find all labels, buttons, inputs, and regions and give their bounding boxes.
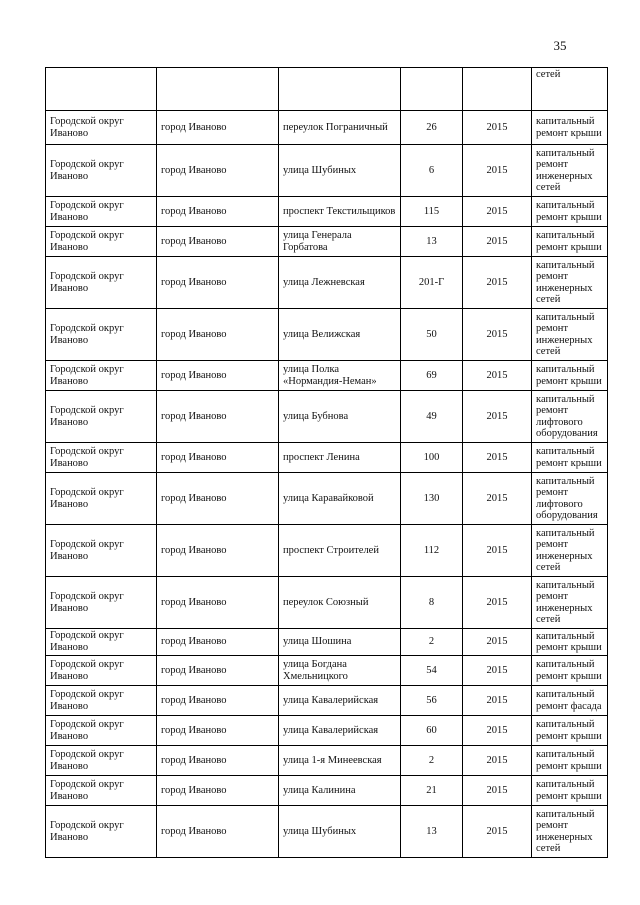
cell-year: 2015: [463, 577, 532, 629]
cell-year: [463, 68, 532, 111]
cell-house: 100: [401, 443, 463, 473]
cell-okrug: Городской округ Иваново: [46, 686, 157, 716]
cell-street: улица Генерала Горбатова: [279, 227, 401, 257]
cell-street: проспект Ленина: [279, 443, 401, 473]
cell-okrug: Городской округ Иваново: [46, 806, 157, 858]
cell-year: 2015: [463, 361, 532, 391]
cell-okrug: Городской округ Иваново: [46, 746, 157, 776]
cell-house: 201-Г: [401, 257, 463, 309]
cell-house: 112: [401, 525, 463, 577]
cell-work: сетей: [532, 68, 608, 111]
cell-street: улица Шошина: [279, 629, 401, 656]
cell-city: город Иваново: [157, 686, 279, 716]
cell-city: город Иваново: [157, 391, 279, 443]
cell-work: капитальный ремонт крыши: [532, 111, 608, 145]
cell-city: город Иваново: [157, 473, 279, 525]
cell-house: 54: [401, 656, 463, 686]
cell-house: 21: [401, 776, 463, 806]
cell-work: капитальный ремонт инженерных сетей: [532, 525, 608, 577]
cell-year: 2015: [463, 473, 532, 525]
cell-work: капитальный ремонт инженерных сетей: [532, 145, 608, 197]
cell-work: капитальный ремонт инженерных сетей: [532, 309, 608, 361]
cell-street: [279, 68, 401, 111]
table-row: [46, 629, 608, 656]
cell-city: город Иваново: [157, 443, 279, 473]
cell-street: улица Лежневская: [279, 257, 401, 309]
cell-okrug: Городской округ Иваново: [46, 145, 157, 197]
cell-okrug: Городской округ Иваново: [46, 309, 157, 361]
cell-city: город Иваново: [157, 776, 279, 806]
cell-year: 2015: [463, 257, 532, 309]
cell-work: капитальный ремонт крыши: [532, 716, 608, 746]
table-row: [46, 656, 608, 686]
cell-city: город Иваново: [157, 577, 279, 629]
table-row: [46, 473, 608, 525]
cell-house: 50: [401, 309, 463, 361]
table-row: [46, 577, 608, 629]
table-row: [46, 746, 608, 776]
cell-house: 115: [401, 197, 463, 227]
cell-okrug: Городской округ Иваново: [46, 443, 157, 473]
cell-street: улица Кавалерийская: [279, 686, 401, 716]
cell-city: город Иваново: [157, 656, 279, 686]
cell-house: 13: [401, 227, 463, 257]
cell-year: 2015: [463, 391, 532, 443]
cell-house: 8: [401, 577, 463, 629]
cell-okrug: Городской округ Иваново: [46, 227, 157, 257]
cell-okrug: Городской округ Иваново: [46, 629, 157, 656]
cell-house: 130: [401, 473, 463, 525]
cell-house: 2: [401, 629, 463, 656]
cell-year: 2015: [463, 656, 532, 686]
cell-work: капитальный ремонт крыши: [532, 227, 608, 257]
table-row: [46, 391, 608, 443]
table-row: [46, 443, 608, 473]
cell-street: переулок Союзный: [279, 577, 401, 629]
cell-year: 2015: [463, 111, 532, 145]
table-row: [46, 361, 608, 391]
cell-city: город Иваново: [157, 746, 279, 776]
cell-street: переулок Пограничный: [279, 111, 401, 145]
table-row: [46, 716, 608, 746]
repair-registry-table: [45, 67, 608, 858]
cell-work: капитальный ремонт лифтового оборудования: [532, 391, 608, 443]
cell-house: 56: [401, 686, 463, 716]
cell-okrug: Городской округ Иваново: [46, 361, 157, 391]
cell-work: капитальный ремонт крыши: [532, 443, 608, 473]
cell-street: улица Шубиных: [279, 806, 401, 858]
cell-okrug: Городской округ Иваново: [46, 197, 157, 227]
cell-work: капитальный ремонт инженерных сетей: [532, 577, 608, 629]
cell-street: проспект Текстильщиков: [279, 197, 401, 227]
cell-okrug: [46, 68, 157, 111]
cell-street: улица Шубиных: [279, 145, 401, 197]
cell-city: город Иваново: [157, 309, 279, 361]
cell-work: капитальный ремонт крыши: [532, 197, 608, 227]
cell-year: 2015: [463, 309, 532, 361]
cell-city: город Иваново: [157, 111, 279, 145]
cell-house: 69: [401, 361, 463, 391]
cell-work: капитальный ремонт крыши: [532, 361, 608, 391]
cell-okrug: Городской округ Иваново: [46, 716, 157, 746]
cell-city: город Иваново: [157, 361, 279, 391]
cell-city: город Иваново: [157, 629, 279, 656]
cell-street: улица Полка «Нормандия-Неман»: [279, 361, 401, 391]
cell-year: 2015: [463, 806, 532, 858]
cell-year: 2015: [463, 776, 532, 806]
cell-work: капитальный ремонт крыши: [532, 746, 608, 776]
cell-okrug: Городской округ Иваново: [46, 111, 157, 145]
page-number: 35: [553, 38, 567, 53]
table-row: [46, 806, 608, 858]
cell-house: 49: [401, 391, 463, 443]
cell-street: улица Каравайковой: [279, 473, 401, 525]
cell-street: улица Велижская: [279, 309, 401, 361]
cell-city: город Иваново: [157, 257, 279, 309]
cell-okrug: Городской округ Иваново: [46, 257, 157, 309]
cell-work: капитальный ремонт крыши: [532, 656, 608, 686]
table-row: [46, 525, 608, 577]
cell-house: [401, 68, 463, 111]
cell-house: 6: [401, 145, 463, 197]
cell-city: город Иваново: [157, 197, 279, 227]
cell-okrug: Городской округ Иваново: [46, 577, 157, 629]
cell-street: улица Богдана Хмельницкого: [279, 656, 401, 686]
cell-street: проспект Строителей: [279, 525, 401, 577]
cell-work: капитальный ремонт фасада: [532, 686, 608, 716]
cell-house: 2: [401, 746, 463, 776]
table-row: [46, 776, 608, 806]
cell-work: капитальный ремонт инженерных сетей: [532, 257, 608, 309]
table-row: [46, 197, 608, 227]
cell-street: улица 1-я Минеевская: [279, 746, 401, 776]
cell-okrug: Городской округ Иваново: [46, 473, 157, 525]
cell-work: капитальный ремонт крыши: [532, 776, 608, 806]
cell-city: город Иваново: [157, 716, 279, 746]
cell-work: капитальный ремонт лифтового оборудования: [532, 473, 608, 525]
cell-house: 60: [401, 716, 463, 746]
cell-okrug: Городской округ Иваново: [46, 391, 157, 443]
cell-year: 2015: [463, 746, 532, 776]
table-row: [46, 145, 608, 197]
cell-year: 2015: [463, 686, 532, 716]
cell-city: город Иваново: [157, 145, 279, 197]
table-row: [46, 227, 608, 257]
cell-house: 13: [401, 806, 463, 858]
cell-house: 26: [401, 111, 463, 145]
cell-street: улица Кавалерийская: [279, 716, 401, 746]
cell-year: 2015: [463, 629, 532, 656]
cell-year: 2015: [463, 197, 532, 227]
cell-city: город Иваново: [157, 227, 279, 257]
cell-year: 2015: [463, 716, 532, 746]
cell-city: город Иваново: [157, 525, 279, 577]
cell-year: 2015: [463, 227, 532, 257]
cell-okrug: Городской округ Иваново: [46, 776, 157, 806]
cell-year: 2015: [463, 443, 532, 473]
continuation-row: [46, 68, 608, 111]
cell-city: город Иваново: [157, 806, 279, 858]
cell-year: 2015: [463, 525, 532, 577]
cell-okrug: Городской округ Иваново: [46, 525, 157, 577]
cell-street: улица Бубнова: [279, 391, 401, 443]
cell-year: 2015: [463, 145, 532, 197]
table-row: [46, 686, 608, 716]
cell-city: [157, 68, 279, 111]
cell-street: улица Калинина: [279, 776, 401, 806]
table-row: [46, 257, 608, 309]
table-row: [46, 309, 608, 361]
cell-okrug: Городской округ Иваново: [46, 656, 157, 686]
table-row: [46, 111, 608, 145]
cell-work: капитальный ремонт инженерных сетей: [532, 806, 608, 858]
cell-work: капитальный ремонт крыши: [532, 629, 608, 656]
